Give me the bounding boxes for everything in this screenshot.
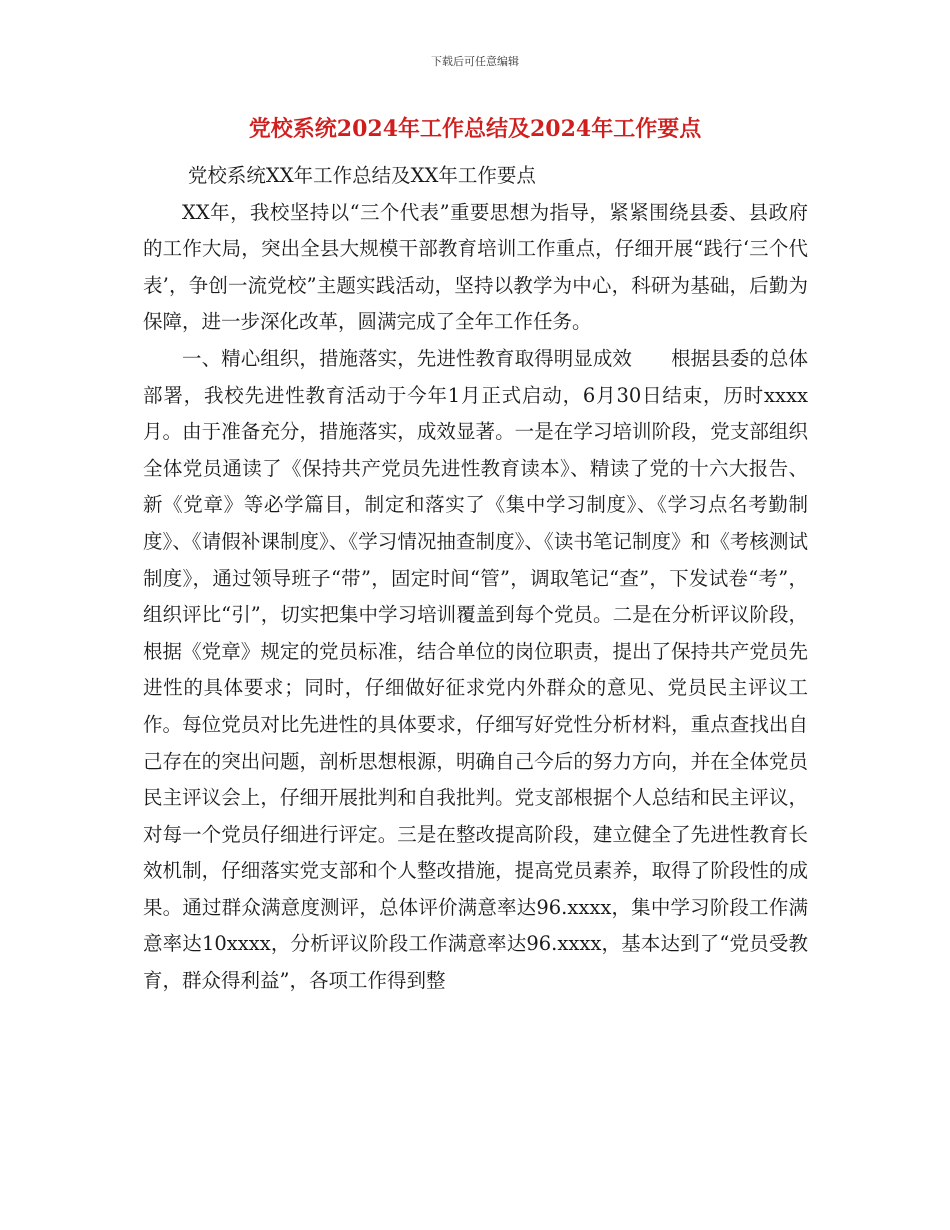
document-title: 党校系统2024年工作总结及2024年工作要点 [248,116,702,142]
page-header-note: 下载后可任意编辑 [431,55,519,68]
body-paragraph: 一、精心组织，措施落实，先进性教育取得明显成效 根据县委的总体部署，我校先进性教育活动于今年1月正式启动，6月30日结束，历时xxxx月。由于准备充分，措施落实，成效显著。一是在学习培训阶段，党支部组织全体党员通读了《保持共产党员先进性教育读本》、精读了党的十六大报告、新《党章》等必学篇目，制定和落实了《集中学习制度》、《学习点名考勤制度》、《请假补课制度》、《学习情况抽查制度》、《读书笔记制度》和《考核测试制度》，通过领导班子“带”，固定时间“管”，调取笔记“查”，下发试卷“考”，组织评比“引”，切实把集中学习培训覆盖到每个党员。二是在分析评议阶段，根据《党章》规定的党员标准，结合单位的岗位职责，提出了保持共产党员先进性的具体要求；同时，仔细做好征求党内外群众的意见、党员民主评议工作。每位党员对比先进性的具体要求，仔细写好党性分析材料，重点查找出自己存在的突出问题，剖析思想根源，明确自己今后的努力方向，并在全体党员民主评议会上，仔细开展批判和自我批判。党支部根据个人总结和民主评议，对每一个党员仔细进行评定。三是在整改提高阶段，建立健全了先进性教育长效机制，仔细落实党支部和个人整改措施，提高党员素养，取得了阶段性的成果。通过群众满意度测评，总体评价满意率达96.xxxx，集中学习阶段工作满意率达10xxxx，分析评议阶段工作满意率达96.xxxx，基本达到了“党员受教育，群众得利益”，各项工作得到整 [143,346,808,993]
document-body [143,158,808,1000]
body-paragraph: XX年，我校坚持以“三个代表”重要思想为指导，紧紧围绕县委、县政府的工作大局，突出全县大规模干部教育培训工作重点，仔细开展“践行‘三个代表’，争创一流党校”主题实践活动，坚持以教学为中心，科研为基础，后勤为保障，进一步深化改革，圆满完成了全年工作任务。 [143,200,808,334]
document-subtitle: 党校系统XX年工作总结及XX年工作要点 [187,164,536,187]
